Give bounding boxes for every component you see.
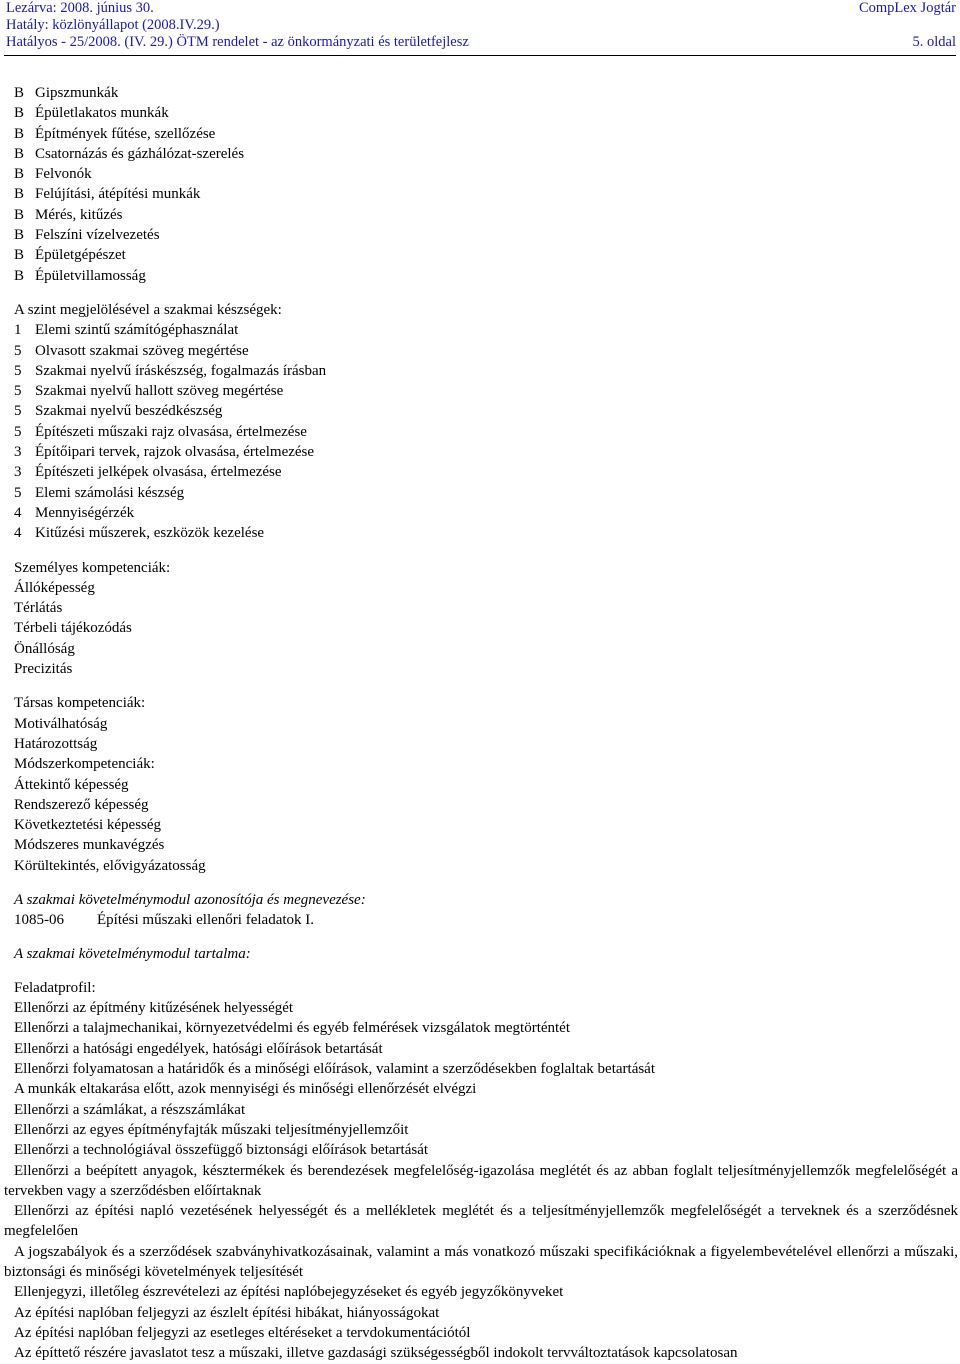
profile-task-item: Ellenőrzi a talajmechanikai, környezetvédelmi és egyéb felmérések vizsgálatok megtörténtét: [14, 1020, 571, 1037]
b-list-item: [14, 245, 958, 265]
closing-date: Lezárva: 2008. június 30.: [6, 0, 154, 16]
personal-competence-item: Térbeli tájékozódás: [14, 620, 132, 637]
skill-item: [14, 462, 958, 482]
skill-item-text: Mennyiségérzék: [35, 504, 135, 521]
b-list-item-text: Épületlakatos munkák: [35, 105, 169, 122]
skill-item: [14, 483, 958, 503]
b-list-item-code: B: [14, 105, 25, 122]
social-competence-item: Motiválhatóság: [14, 715, 108, 732]
method-competence-item: Következtetési képesség: [14, 817, 162, 834]
b-list-item-text: Felújítási, átépítési munkák: [35, 186, 201, 203]
profile-task-item: Ellenőrzi a technológiával összefüggő biztonsági előírások betartását: [14, 1142, 429, 1159]
profile-task-item: Ellenjegyzi, illetőleg észrevételezi az építési naplóbejegyzéseket és egyéb jegyzőkönyveket: [14, 1284, 564, 1301]
b-list-item-code: B: [14, 227, 25, 244]
b-list-item-text: Gipszmunkák: [35, 85, 119, 101]
skill-item: [14, 361, 958, 381]
method-competence-item: Körültekintés, elővigyázatosság: [14, 857, 206, 874]
b-list-item: [14, 205, 958, 225]
module-identifier: [14, 910, 958, 930]
page-header: [0, 0, 960, 58]
b-list-item-code: B: [14, 206, 25, 223]
social-competence-item: Határozottság: [14, 735, 98, 752]
method-list: [14, 775, 958, 876]
b-topic-list: [14, 83, 958, 286]
skill-item-code: 5: [14, 423, 22, 440]
page-number: 5. oldal: [912, 34, 956, 50]
b-list-item: [14, 103, 958, 123]
b-list-item: [14, 266, 958, 286]
skill-item-code: 5: [14, 362, 22, 379]
b-list-item-code: B: [14, 267, 25, 284]
method-competence-item: Rendszerező képesség: [14, 796, 149, 813]
profile-task-item: Ellenőrzi a számlákat, a részszámlákat: [14, 1101, 246, 1118]
profile-task-item: Ellenőrzi a beépített anyagok, késztermékek és berendezések megfelelőség-igazolása meglétét és az abban foglalt teljesítményjellemzők megfelelőségét a tervekben vagy a szerződésben előírtaknak: [4, 1162, 958, 1199]
personal-competence-item: Térlátás: [14, 600, 63, 617]
b-list-item: [14, 83, 958, 103]
profile-task-item: Ellenőrzi folyamatosan a határidők és a minőségi előírások, valamint a szerződésekben foglaltak betartását: [14, 1061, 656, 1078]
skill-item-code: 3: [14, 464, 22, 481]
skill-item-text: Építészeti jelképek olvasása, értelmezése: [35, 464, 282, 481]
module-id-heading: A szakmai követelménymodul azonosítója és megnevezése:: [14, 891, 366, 908]
profile-task-item: Az építtető részére javaslatot tesz a műszaki, illetve gazdasági szükségességből indokolt tervváltoztatások kapcsolatosan: [14, 1345, 738, 1362]
b-list-item-code: B: [14, 145, 25, 162]
skill-item-text: Szakmai nyelvű beszédkészség: [35, 403, 223, 420]
skill-item: [14, 320, 958, 340]
header-divider: [4, 55, 956, 56]
skill-item: [14, 381, 958, 401]
b-list-item-code: B: [14, 85, 25, 101]
b-list-item-text: Mérés, kitűzés: [35, 206, 123, 223]
document-body: [4, 83, 958, 1364]
b-list-item: [14, 164, 958, 184]
module-content-heading: A szakmai követelménymodul tartalma:: [14, 945, 251, 962]
skill-item: [14, 341, 958, 361]
b-list-item-code: B: [14, 166, 25, 183]
b-list-item: [14, 124, 958, 144]
skill-item: [14, 401, 958, 421]
personal-list: [14, 578, 958, 679]
skill-item-code: 1: [14, 322, 22, 339]
profile-task-item: Az építési naplóban feljegyzi az észlelt építési hibákat, hiányosságokat: [14, 1304, 440, 1321]
skills-list: [14, 320, 958, 543]
b-list-item: [14, 144, 958, 164]
skill-item-text: Elemi szintű számítógéphasználat: [35, 322, 239, 339]
skill-item-text: Kitűzési műszerek, eszközök kezelése: [35, 525, 265, 542]
social-list: [14, 714, 958, 755]
social-heading: Társas kompetenciák:: [14, 695, 146, 712]
profile-task-item: Ellenőrzi a hatósági engedélyek, hatósági előírások betartását: [14, 1040, 383, 1057]
b-list-item-code: B: [14, 186, 25, 203]
effect-status: Hatály: közlönyállapot (2008.IV.29.): [6, 17, 220, 33]
method-heading: Módszerkompetenciák:: [14, 756, 155, 773]
skill-item-code: 5: [14, 403, 22, 420]
regulation-title: Hatályos - 25/2008. (IV. 29.) ÖTM rendelet - az önkormányzati és területfejlesz: [6, 34, 469, 50]
skill-item-text: Építészeti műszaki rajz olvasása, értelmezése: [35, 423, 307, 440]
b-list-item-text: Épületvillamosság: [35, 267, 146, 284]
profile-heading: Feladatprofil:: [14, 979, 96, 996]
method-competence-item: Módszeres munkavégzés: [14, 837, 165, 854]
b-list-item-text: Építmények fűtése, szellőzése: [35, 125, 216, 142]
b-list-item-code: B: [14, 125, 25, 142]
skill-item-text: Olvasott szakmai szöveg megértése: [35, 342, 249, 359]
skill-item-code: 4: [14, 525, 22, 542]
personal-heading: Személyes kompetenciák:: [14, 559, 171, 576]
b-list-item: [14, 225, 958, 245]
profile-task-item: Ellenőrzi az építmény kitűzésének helyességét: [14, 1000, 294, 1017]
skill-item-text: Elemi számolási készség: [35, 484, 185, 501]
publisher-name: CompLex Jogtár: [858, 0, 956, 16]
profile-list: [4, 998, 958, 1363]
skill-item-text: Szakmai nyelvű íráskészség, fogalmazás írásban: [35, 362, 327, 379]
b-list-item-text: Csatornázás és gázhálózat-szerelés: [35, 145, 245, 162]
skill-item-code: 4: [14, 504, 22, 521]
personal-competence-item: Precizitás: [14, 661, 73, 678]
profile-task-item: Ellenőrzi az egyes építményfajták műszaki teljesítményjellemzőit: [14, 1121, 409, 1138]
skill-item: [14, 422, 958, 442]
b-list-item-code: B: [14, 247, 25, 264]
b-list-item: [14, 184, 958, 204]
method-competence-item: Áttekintő képesség: [14, 776, 129, 793]
profile-task-item: Ellenőrzi az építési napló vezetésének helyességét és a mellékletek meglétét és a teljesítményjellemzők megfelelőségét a terveknek és a szerződésnek megfelelően: [4, 1203, 958, 1240]
profile-task-item: A munkák eltakarása előtt, azok mennyiségi és minőségi ellenőrzését elvégzi: [14, 1081, 477, 1098]
skill-item-code: 3: [14, 444, 22, 461]
personal-competence-item: Önállóság: [14, 640, 75, 657]
skill-item-text: Építőipari tervek, rajzok olvasása, értelmezése: [35, 444, 315, 461]
skill-item-code: 5: [14, 383, 22, 400]
skills-heading: A szint megjelölésével a szakmai készségek:: [14, 301, 282, 318]
skill-item-text: Szakmai nyelvű hallott szöveg megértése: [35, 383, 284, 400]
skill-item: [14, 523, 958, 543]
profile-task-item: A jogszabályok és a szerződések szabványhivatkozásainak, valamint a más vonatkozó műszaki specifikációknak a figyelembevételével ellenőrzi a műszaki, biztonsági és minőségi követelmények teljesítését: [4, 1243, 958, 1281]
personal-competence-item: Állóképesség: [14, 579, 95, 596]
b-list-item-text: Épületgépészet: [35, 247, 126, 264]
b-list-item-text: Felszíni vízelvezetés: [35, 227, 160, 244]
module-code: 1085-06: [14, 912, 64, 929]
skill-item-code: 5: [14, 484, 22, 501]
skill-item: [14, 442, 958, 462]
profile-task-item: Az építési naplóban feljegyzi az esetleges eltéréseket a tervdokumentációtól: [14, 1324, 471, 1341]
skill-item-code: 5: [14, 342, 22, 359]
skill-item: [14, 503, 958, 523]
module-name: Építési műszaki ellenőri feladatok I.: [97, 912, 315, 929]
b-list-item-text: Felvonók: [35, 166, 92, 183]
